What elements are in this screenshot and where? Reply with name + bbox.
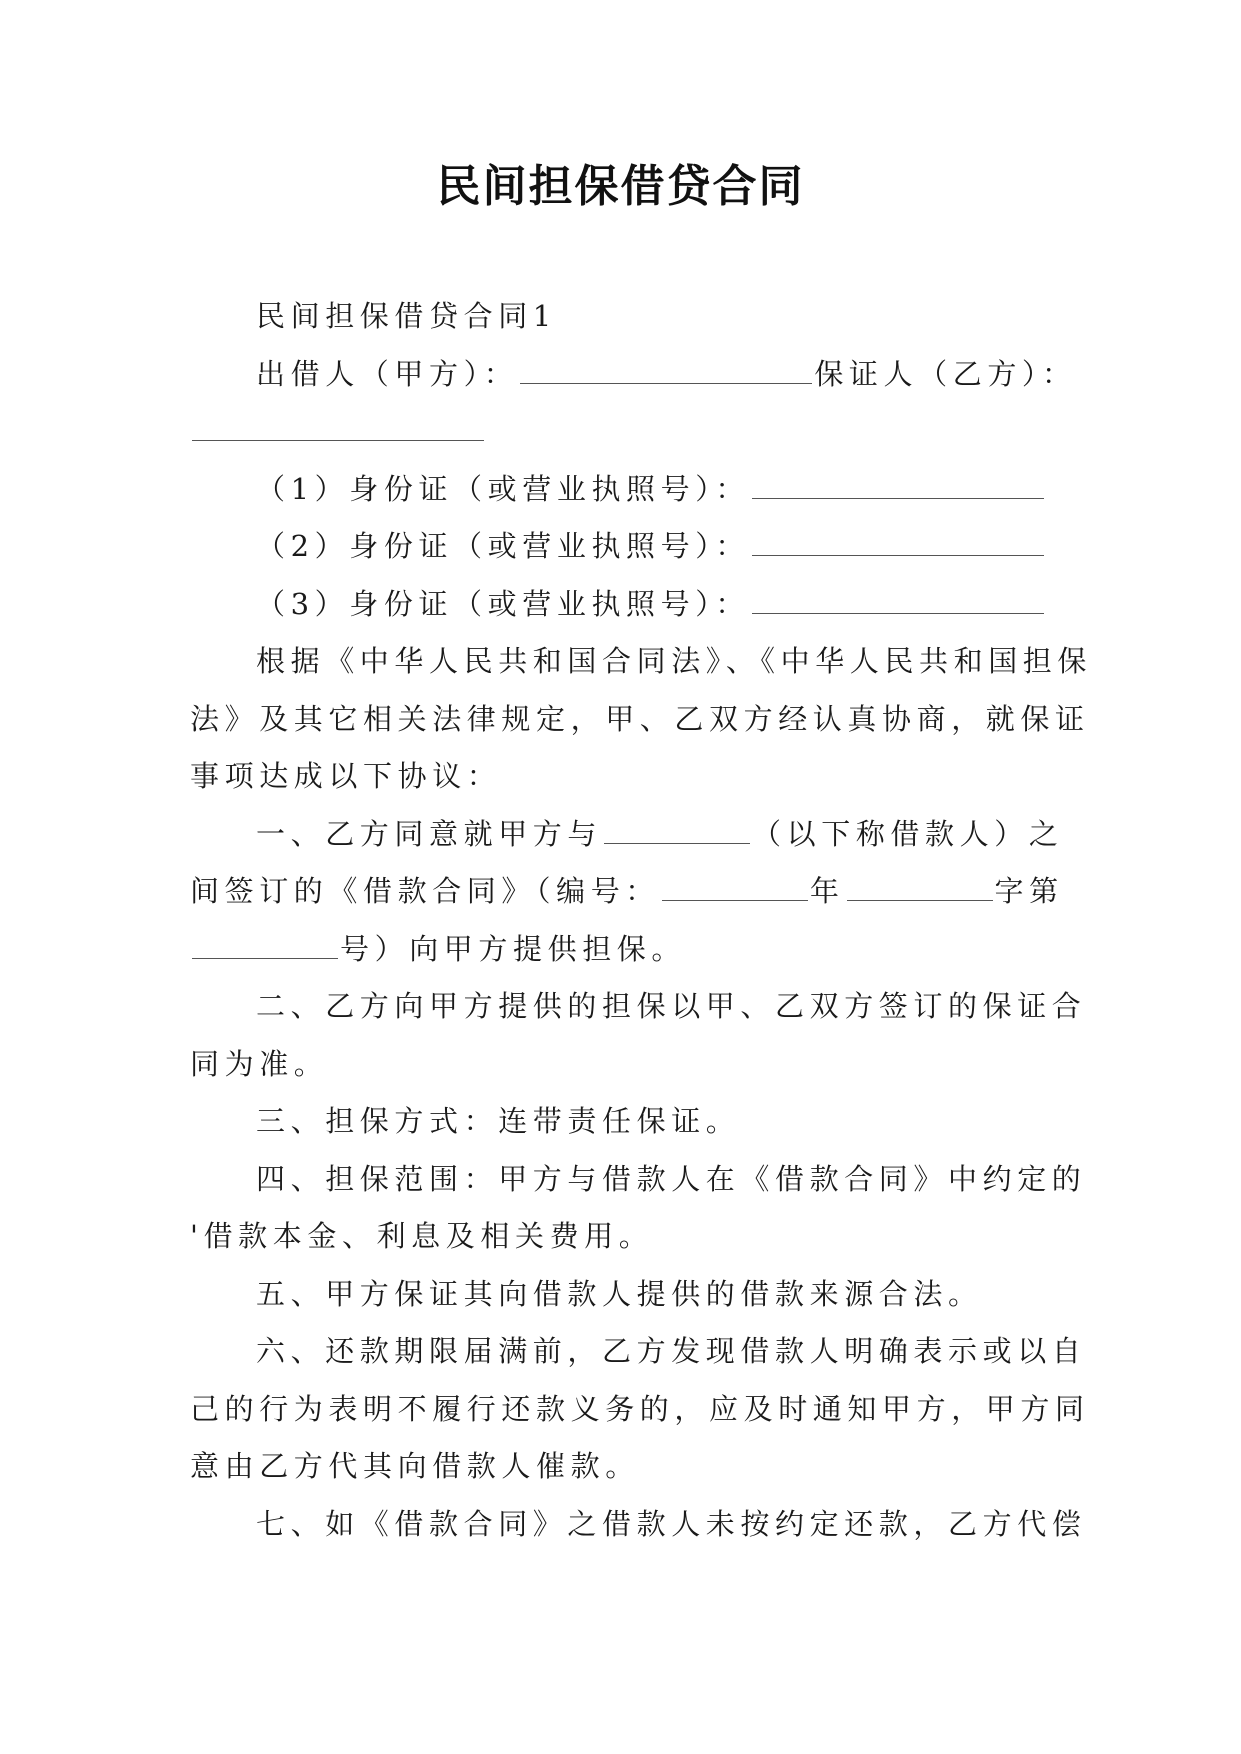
clause-1-line-1 (190, 806, 1064, 864)
clause-4-line-1: 四、担保范围：甲方与借款人在《借款合同》中约定的 (256, 1161, 1087, 1196)
clause-2-line-2: 同为准。 (190, 1046, 329, 1081)
id-line-3 (190, 576, 1050, 634)
id-blank (752, 468, 1044, 499)
contract-number-blank (192, 928, 338, 959)
clause-7: 七、如《借款合同》之借款人未按约定还款，乙方代偿 (256, 1506, 1087, 1541)
clause-4-line-2: '借款本金、利息及相关费用。 (190, 1219, 654, 1253)
contract-no-blank (662, 870, 808, 901)
clause-text: 号）向甲方提供担保。 (340, 931, 687, 966)
clause-5: 五、甲方保证其向借款人提供的借款来源合法。 (256, 1276, 983, 1311)
clause-6-line-3: 意由乙方代其向借款人催款。 (190, 1449, 640, 1483)
clause-text: （以下称借款人）之 (752, 816, 1064, 851)
id-line-1 (190, 461, 1050, 519)
id-line-2 (190, 518, 1050, 576)
document-body (190, 288, 1093, 1553)
clause-2-line-1: 二、乙方向甲方提供的担保以甲、乙双方签订的保证合 (256, 989, 1087, 1023)
clause-text: 间签订的《借款合同》（编号： (190, 874, 660, 908)
preamble-line-2: 法》及其它相关法律规定，甲、乙双方经认真协商，就保证 (190, 701, 1090, 736)
clause-6-line-2: 己的行为表明不履行还款义务的，应及时通知甲方，甲方同 (190, 1391, 1090, 1426)
id-blank (752, 525, 1044, 556)
preamble-line-3: 事项达成以下协议： (190, 759, 502, 793)
id-line-label: （2）身份证（或营业执照号）： (256, 529, 750, 563)
lender-blank (520, 353, 812, 384)
id-line-label: （1）身份证（或营业执照号）： (256, 471, 750, 506)
parties-line (190, 346, 1077, 404)
preamble-line-1: 根据《中华人民共和国合同法》、《中华人民共和国担保 (256, 644, 1093, 678)
clause-text: 字第 (994, 874, 1064, 908)
borrower-blank (604, 813, 750, 844)
clause-1-line-3 (190, 921, 1050, 979)
clause-1-line-2 (190, 863, 1064, 921)
lender-label: 出借人（甲方）： (256, 356, 519, 391)
id-line-label: （3）身份证（或营业执照号）： (256, 586, 750, 621)
clause-text: 年 (809, 874, 845, 908)
clause-3: 三、担保方式：连带责任保证。 (256, 1104, 741, 1138)
guarantor-blank-line (190, 403, 1050, 461)
document-subtitle: 民间担保借贷合同1 (256, 299, 557, 333)
guarantor-blank (192, 410, 484, 441)
contract-word-blank (847, 870, 993, 901)
document-title: 民间担保借贷合同 (436, 161, 805, 212)
clause-text: 一、乙方同意就甲方与 (256, 816, 603, 851)
clause-6-line-1: 六、还款期限届满前，乙方发现借款人明确表示或以自 (256, 1334, 1087, 1368)
guarantor-label: 保证人（乙方）： (814, 356, 1077, 391)
id-blank (752, 583, 1044, 614)
